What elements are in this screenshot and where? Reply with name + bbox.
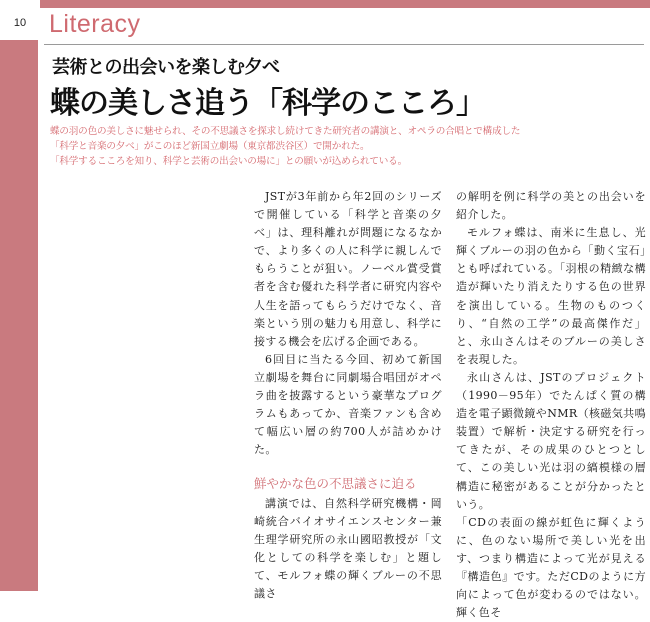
lead-line: 「科学するこころを知り、科学と芸術の出会いの場に」との願いが込められている。 — [50, 156, 407, 167]
body-column-2 — [456, 188, 646, 622]
body-paragraph: 「CDの表面の線が虹色に輝くように、色のない場所で美しい光を出す、つまり構造によって光が見える『構造色』です。ただCDのように方向によって色が変わるのではない。輝く色そ — [456, 515, 646, 620]
lead-line: 蝶の羽の色の美しさに魅せられ、その不思議さを探求し続けてきた研究者の講演と、オペラの合唱とで構成した — [50, 126, 521, 137]
lead-line: 「科学と音楽の夕べ」がこのほど新国立劇場（東京都渋谷区）で開かれた。 — [50, 141, 370, 152]
article-subtitle: 芸術との出会いを楽しむ夕べ — [52, 57, 280, 78]
side-accent-bar — [0, 40, 38, 591]
top-accent-bar — [40, 0, 650, 8]
page-number: 10 — [0, 0, 40, 40]
body-paragraph: 講演では、自然科学研究機構・岡崎統合バイオサイエンスセンター兼生理学研究所の永山國昭教授が「文化としての科学を楽しむ」と題して、モルフォ蝶の輝くブルーの不思議さ — [254, 496, 442, 600]
article-lead — [50, 124, 645, 169]
section-label: Literacy — [49, 10, 141, 38]
section-divider — [44, 44, 644, 45]
body-paragraph: モルフォ蝶は、南米に生息し、光輝くブルーの羽の色から「動く宝石」とも呼ばれている。「羽根の精緻な構造が輝いたり消えたりする色の世界を演出している。生物のものつくり、“自然の工学”の最高傑作だ」と、永山さんはそのブルーの美しさを表現した。 — [456, 226, 646, 366]
section-heading: 鮮やかな色の不思議さに迫る — [254, 476, 417, 492]
body-column-1 — [254, 188, 442, 603]
article-headline: 蝶の美しさ追う「科学のこころ」 — [50, 86, 485, 121]
body-paragraph: JSTが3年前から年2回のシリーズで開催している「科学と音楽の夕べ」は、理科離れが問題になるなかで、より多くの人に科学に親しんでもらうことが狙い。ノーベル賞受賞者を含む優れた科学者に研究内容や人生を語ってもらうだけでなく、音楽という別の魅力も用意し、科学に接する機会を広げる企画である。 — [254, 190, 442, 348]
body-paragraph: の解明を例に科学の美との出会いを紹介した。 — [456, 190, 646, 222]
body-paragraph: 6回目に当たる今回、初めて新国立劇場を舞台に同劇場合唱団がオペラ曲を披露するという豪華なプログラムもあってか、音楽ファンも含めて幅広い層の約700人が詰めかけた。 — [254, 352, 442, 457]
body-paragraph: 永山さんは、JSTのプロジェクト（1990－95年）でたんぱく質の構造を電子顕微鏡やNMR（核磁気共鳴装置）で解析・決定する研究を行ってきたが、その成果のひとつとして、この美しい光は羽の縞模様の層構造に秘密があることが分かったという。 — [456, 370, 646, 511]
